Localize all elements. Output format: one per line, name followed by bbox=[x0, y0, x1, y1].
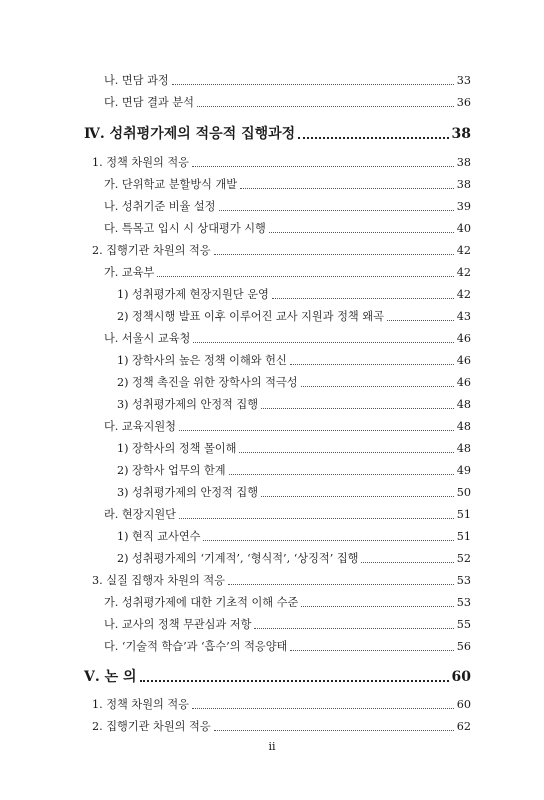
toc-entry-page: 46 bbox=[456, 332, 471, 345]
dot-leader bbox=[239, 452, 453, 453]
toc-entry-page: 48 bbox=[456, 442, 471, 455]
toc-entry[interactable] bbox=[104, 412, 471, 434]
toc-entry-title: 가. 성취평가제에 대한 기초적 이해 수준 bbox=[104, 596, 299, 609]
dot-leader bbox=[179, 518, 454, 519]
toc-entry-title: 1) 장학사의 높은 정책 이해와 헌신 bbox=[117, 354, 287, 367]
dot-leader bbox=[157, 276, 453, 277]
toc-entry-title: Ⅴ. 논 의 bbox=[84, 669, 137, 685]
dot-leader bbox=[261, 408, 454, 409]
dot-leader bbox=[254, 628, 453, 629]
toc-entry-title: 다. 특목고 입시 시 상대평가 시행 bbox=[104, 222, 266, 235]
dot-leader bbox=[240, 188, 454, 189]
toc-entry[interactable] bbox=[117, 302, 471, 324]
toc-entry-title: 1) 현직 교사연수 bbox=[117, 530, 201, 543]
toc-entry-title: 2) 성취평가제의 ‘기계적’, ‘형식적’, ‘상징적’ 집행 bbox=[117, 552, 359, 565]
dot-leader bbox=[192, 708, 454, 709]
toc-entry-page: 42 bbox=[456, 266, 471, 279]
toc-chapter-entry[interactable] bbox=[84, 121, 471, 143]
toc-entry-title: 나. 교사의 정책 무관심과 저항 bbox=[104, 618, 252, 631]
toc-entry[interactable] bbox=[104, 632, 471, 654]
toc-entry-page: 49 bbox=[456, 464, 471, 477]
toc-entry-title: 3. 실질 집행자 차원의 적응 bbox=[92, 574, 225, 587]
toc-entry-page: 40 bbox=[456, 222, 471, 235]
dot-leader bbox=[290, 364, 454, 365]
toc-entry-title: 다. 교육지원청 bbox=[104, 420, 176, 433]
toc-entry-page: 53 bbox=[456, 574, 471, 587]
dot-leader bbox=[214, 254, 454, 255]
toc-entry-page: 48 bbox=[456, 420, 471, 433]
toc-entry[interactable] bbox=[104, 258, 471, 280]
toc-entry[interactable] bbox=[92, 566, 471, 588]
toc-entry-page: 38 bbox=[451, 126, 471, 142]
toc-entry-title: 가. 단위학교 분할방식 개발 bbox=[104, 178, 238, 191]
dot-leader bbox=[298, 137, 448, 139]
dot-leader bbox=[387, 320, 454, 321]
toc-entry[interactable] bbox=[104, 500, 471, 522]
dot-leader bbox=[361, 562, 453, 563]
dot-leader bbox=[219, 210, 454, 211]
toc-entry[interactable] bbox=[117, 522, 471, 544]
toc-entry-page: 39 bbox=[456, 200, 471, 213]
toc-entry[interactable] bbox=[117, 456, 471, 478]
toc-entry-page: 51 bbox=[456, 530, 471, 543]
toc-entry[interactable] bbox=[117, 346, 471, 368]
toc-chapter-entry[interactable] bbox=[84, 664, 471, 686]
toc-entry[interactable] bbox=[92, 148, 471, 170]
toc-entry-page: 62 bbox=[456, 720, 471, 733]
toc-entry[interactable] bbox=[104, 66, 471, 88]
toc-entry-title: 라. 현장지원단 bbox=[104, 508, 176, 521]
dot-leader bbox=[229, 474, 454, 475]
toc-entry[interactable] bbox=[104, 588, 471, 610]
toc-entry[interactable] bbox=[104, 192, 471, 214]
toc-entry-page: 55 bbox=[456, 618, 471, 631]
toc-entry-page: 42 bbox=[456, 288, 471, 301]
toc-entry-page: 53 bbox=[456, 596, 471, 609]
dot-leader bbox=[301, 606, 453, 607]
toc-entry-page: 42 bbox=[456, 244, 471, 257]
toc-entry[interactable] bbox=[104, 324, 471, 346]
dot-leader bbox=[301, 386, 454, 387]
toc-entry[interactable] bbox=[104, 610, 471, 632]
toc-entry-title: 2) 장학사 업무의 한계 bbox=[117, 464, 226, 477]
toc-entry-page: 56 bbox=[456, 640, 471, 653]
dot-leader bbox=[172, 84, 454, 85]
toc-entry-page: 60 bbox=[456, 698, 471, 711]
dot-leader bbox=[197, 106, 454, 107]
toc-entry-title: 3) 성취평가제의 안정적 집행 bbox=[117, 486, 259, 499]
toc-entry-page: 36 bbox=[456, 96, 471, 109]
toc-entry-title: 나. 서울시 교육청 bbox=[104, 332, 191, 345]
toc-entry-title: 나. 성취기준 비율 설정 bbox=[104, 200, 216, 213]
toc-entry-title: 1. 정책 차원의 적응 bbox=[92, 156, 189, 169]
toc-entry-page: 51 bbox=[456, 508, 471, 521]
toc-entry-title: 2) 정책 촉진을 위한 장학사의 적극성 bbox=[117, 376, 298, 389]
toc-entry-title: 나. 면담 과정 bbox=[104, 74, 169, 87]
toc-entry[interactable] bbox=[92, 712, 471, 734]
toc-entry[interactable] bbox=[117, 434, 471, 456]
toc-entry-title: 다. ‘기술적 학습’과 ‘흡수’의 적응양태 bbox=[104, 640, 288, 653]
toc-entry-title: 다. 면담 결과 분석 bbox=[104, 96, 194, 109]
toc-entry-title: 2. 집행기관 차원의 적응 bbox=[92, 244, 211, 257]
dot-leader bbox=[179, 430, 454, 431]
toc-entry[interactable] bbox=[117, 390, 471, 412]
dot-leader bbox=[203, 540, 453, 541]
dot-leader bbox=[261, 496, 454, 497]
toc-entry-page: 48 bbox=[456, 398, 471, 411]
toc-entry-page: 46 bbox=[456, 376, 471, 389]
dot-leader bbox=[272, 298, 454, 299]
dot-leader bbox=[140, 680, 449, 682]
page-number: ii bbox=[268, 740, 276, 753]
toc-entry[interactable] bbox=[92, 236, 471, 258]
toc-entry-title: 1) 성취평가제 현장지원단 운영 bbox=[117, 288, 269, 301]
toc-entry[interactable] bbox=[104, 214, 471, 236]
toc-entry[interactable] bbox=[117, 478, 471, 500]
toc-entry-title: Ⅳ. 성취평가제의 적응적 집행과정 bbox=[84, 126, 296, 142]
dot-leader bbox=[214, 730, 454, 731]
toc-entry-page: 43 bbox=[456, 310, 471, 323]
toc-entry-page: 33 bbox=[456, 74, 471, 87]
dot-leader bbox=[193, 342, 453, 343]
toc-entry-page: 50 bbox=[456, 486, 471, 499]
toc-entry[interactable] bbox=[117, 544, 471, 566]
toc-entry[interactable] bbox=[104, 170, 471, 192]
toc-entry-page: 38 bbox=[456, 156, 471, 169]
dot-leader bbox=[228, 584, 454, 585]
toc-entry-page: 46 bbox=[456, 354, 471, 367]
toc-entry-title: 1. 정책 차원의 적응 bbox=[92, 698, 189, 711]
dot-leader bbox=[192, 166, 454, 167]
toc-entry-title: 가. 교육부 bbox=[104, 266, 155, 279]
toc-entry-title: 1) 장학사의 정책 몰이해 bbox=[117, 442, 237, 455]
toc-entry-page: 38 bbox=[456, 178, 471, 191]
toc-entry-title: 2) 정책시행 발표 이후 이루어진 교사 지원과 정책 왜곡 bbox=[117, 310, 384, 323]
toc-entry-page: 52 bbox=[456, 552, 471, 565]
toc-entry[interactable] bbox=[92, 690, 471, 712]
toc-entry-title: 3) 성취평가제의 안정적 집행 bbox=[117, 398, 259, 411]
toc-entry[interactable] bbox=[117, 368, 471, 390]
toc-entry-title: 2. 집행기관 차원의 적응 bbox=[92, 720, 211, 733]
toc-entry[interactable] bbox=[104, 88, 471, 110]
dot-leader bbox=[269, 232, 454, 233]
toc-entry[interactable] bbox=[117, 280, 471, 302]
toc-entry-page: 60 bbox=[451, 669, 471, 685]
dot-leader bbox=[290, 650, 453, 651]
